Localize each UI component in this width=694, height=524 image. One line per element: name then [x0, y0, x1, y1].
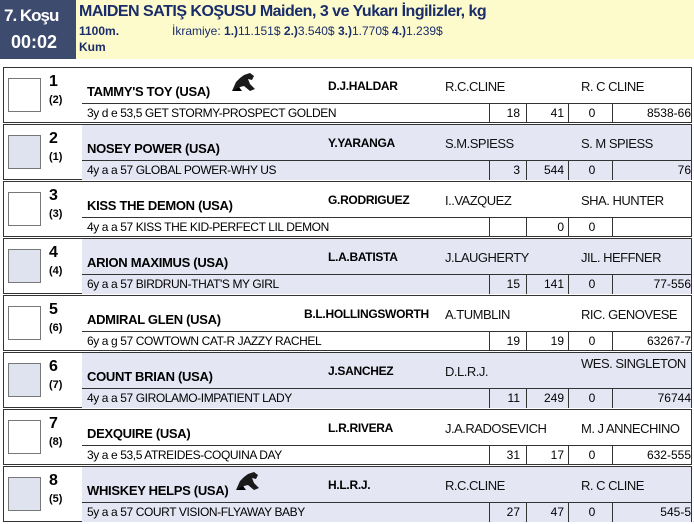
jockey-name: G.RODRIGUEZ: [328, 193, 410, 207]
horse-detail-line: [82, 274, 691, 294]
owner-name: WES. SINGLETON: [581, 357, 686, 371]
jockey-name: L.R.RIVERA: [328, 421, 394, 435]
column-divider: [526, 503, 527, 522]
trainer-name: D.L.R.J.: [445, 364, 488, 379]
owner-name: JIL. HEFFNER: [581, 250, 661, 265]
horse-detail-line: [82, 502, 691, 522]
prize-place-2: 2.): [283, 24, 298, 38]
trainer-name: J.A.RADOSEVICH: [445, 421, 547, 436]
stat-4: 545-5: [660, 505, 691, 519]
stat-3: 0: [588, 106, 596, 120]
horse-row: [3, 124, 692, 180]
select-checkbox[interactable]: [8, 420, 41, 454]
prize-label: İkramiye:: [172, 24, 221, 38]
horse-detail-line: [82, 445, 691, 465]
horse-row: [3, 238, 692, 294]
horse-number-cell: [4, 410, 82, 464]
prize-amount-4: 1.239$: [406, 24, 443, 38]
select-checkbox[interactable]: [8, 78, 41, 112]
horse-main-line: [82, 239, 691, 274]
horse-number-cell: [4, 68, 82, 122]
horse-pedigree: 3y a e 53,5 ATREIDES-COQUINA DAY: [87, 448, 282, 462]
select-checkbox[interactable]: [8, 135, 41, 169]
horse-number: 8: [49, 472, 58, 489]
horse-row: [3, 466, 692, 522]
horse-name[interactable]: ADMIRAL GLEN (USA): [87, 312, 221, 327]
horse-number-cell: [4, 296, 82, 350]
horse-pedigree: 6y a a 57 BIRDRUN-THAT'S MY GIRL: [87, 277, 279, 291]
horse-number-cell: [4, 182, 82, 236]
horse-number: 1: [49, 73, 58, 90]
horse-detail-line: [82, 103, 691, 123]
horse-number: 7: [49, 415, 58, 432]
post-position: (4): [49, 265, 63, 277]
horse-main-line: [82, 68, 691, 103]
race-distance: 1100m.: [79, 24, 120, 38]
horse-main-line: [82, 410, 691, 445]
post-position: (1): [49, 151, 63, 163]
stat-4: 63267-7: [646, 334, 691, 348]
jockey-name: Y.YARANGA: [328, 136, 395, 150]
column-divider: [526, 104, 527, 123]
horse-name[interactable]: COUNT BRIAN (USA): [87, 369, 213, 384]
prize-amount-3: 1.770$: [351, 24, 389, 38]
column-divider: [612, 218, 613, 237]
horse-number: 5: [49, 301, 58, 318]
horse-number-cell: [4, 239, 82, 293]
stat-1: 18: [506, 106, 520, 120]
column-divider: [568, 332, 569, 351]
column-divider: [489, 218, 490, 237]
column-divider: [568, 389, 569, 408]
race-number: 7. Koşu: [4, 6, 59, 25]
stat-4: 632-555: [646, 448, 691, 462]
owner-name: S. M SPIESS: [581, 136, 653, 151]
stat-2: 141: [543, 277, 564, 291]
stat-2: 19: [550, 334, 564, 348]
jockey-name: J.SANCHEZ: [328, 364, 394, 378]
stat-1: 31: [506, 448, 520, 462]
horse-main-line: [82, 182, 691, 217]
stat-3: 0: [588, 277, 596, 291]
stat-1: 27: [506, 505, 520, 519]
horse-pedigree: 6y a g 57 COWTOWN CAT-R JAZZY RACHEL: [87, 334, 322, 348]
column-divider: [568, 218, 569, 237]
prize-amount-1: 11.151$: [238, 24, 281, 38]
trainer-name: J.LAUGHERTY: [445, 250, 529, 265]
owner-name: M. J ANNECHINO: [581, 421, 680, 436]
horse-pedigree: 4y a a 57 GLOBAL POWER-WHY US: [87, 163, 277, 177]
select-checkbox[interactable]: [8, 249, 41, 283]
jockey-silks-icon: [230, 72, 256, 92]
stat-2: 0: [557, 220, 564, 234]
owner-name: RIC. GENOVESE: [581, 307, 678, 322]
race-header: [0, 0, 694, 59]
horse-number: 6: [49, 358, 58, 375]
column-divider: [568, 446, 569, 465]
post-position: (7): [49, 379, 63, 391]
horse-pedigree: 4y a a 57 KISS THE KID-PERFECT LIL DEMON: [87, 220, 329, 234]
horse-name[interactable]: NOSEY POWER (USA): [87, 141, 220, 156]
horse-pedigree: 5y a a 57 COURT VISION-FLYAWAY BABY: [87, 505, 305, 519]
horse-name[interactable]: DEXQUIRE (USA): [87, 426, 191, 441]
race-info: [76, 0, 694, 59]
stat-4: 76: [677, 163, 691, 177]
stat-4: 77-556: [653, 277, 691, 291]
stat-3: 0: [588, 163, 596, 177]
horse-pedigree: 3y d e 53,5 GET STORMY-PROSPECT GOLDEN: [87, 106, 337, 120]
horse-detail-line: [82, 217, 691, 237]
owner-name: R. C CLINE: [581, 478, 644, 493]
horse-row: [3, 181, 692, 237]
trainer-name: I..VAZQUEZ: [445, 193, 512, 208]
horse-main-line: [82, 353, 691, 388]
column-divider: [526, 275, 527, 294]
horse-number-cell: [4, 353, 82, 407]
race-number-box: [0, 0, 76, 59]
jockey-name: D.J.HALDAR: [328, 79, 398, 93]
horse-row: [3, 409, 692, 465]
column-divider: [526, 389, 527, 408]
horse-row: [3, 352, 692, 408]
column-divider: [526, 332, 527, 351]
horse-number: 3: [49, 187, 58, 204]
jockey-name: B.L.HOLLINGSWORTH: [304, 307, 429, 321]
column-divider: [526, 218, 527, 237]
stat-4: 8538-66: [646, 106, 691, 120]
horse-row: [3, 67, 692, 123]
stat-1: 3: [513, 163, 520, 177]
horse-main-line: [82, 296, 691, 331]
owner-name: SHA. HUNTER: [581, 193, 664, 208]
stat-3: 0: [588, 220, 596, 234]
horse-main-line: [82, 467, 691, 502]
race-time: 00:02: [11, 32, 58, 52]
stat-2: 544: [543, 163, 564, 177]
trainer-name: R.C.CLINE: [445, 478, 505, 493]
trainer-name: A.TUMBLIN: [445, 307, 510, 322]
select-checkbox[interactable]: [8, 363, 41, 397]
horse-number-cell: [4, 125, 82, 179]
jockey-name: H.L.R.J.: [328, 478, 371, 492]
column-divider: [568, 104, 569, 123]
horse-row: [3, 295, 692, 351]
jockey-name: L.A.BATISTA: [328, 250, 398, 264]
post-position: (8): [49, 436, 63, 448]
horse-number: 4: [49, 244, 58, 261]
trainer-name: S.M.SPIESS: [445, 136, 514, 151]
stat-1: 19: [506, 334, 520, 348]
stat-2: 17: [550, 448, 564, 462]
post-position: (6): [49, 322, 63, 334]
stat-1: 11: [507, 391, 520, 405]
horse-number: 2: [49, 130, 58, 147]
stat-3: 0: [588, 505, 596, 519]
stat-2: 249: [543, 391, 564, 405]
column-divider: [526, 161, 527, 180]
horse-detail-line: [82, 331, 691, 351]
horse-detail-line: [82, 160, 691, 180]
stat-1: 15: [506, 277, 520, 291]
select-checkbox[interactable]: [8, 477, 41, 511]
post-position: (5): [49, 493, 63, 505]
stat-3: 0: [588, 334, 596, 348]
prize-place-1: 1.): [224, 24, 239, 38]
column-divider: [568, 275, 569, 294]
stat-4: 76744: [657, 391, 691, 405]
prize-amount-2: 3.540$: [297, 24, 335, 38]
horse-name[interactable]: WHISKEY HELPS (USA): [87, 483, 229, 498]
horse-main-line: [82, 125, 691, 160]
stat-3: 0: [588, 448, 596, 462]
horse-number-cell: [4, 467, 82, 521]
stat-2: 41: [550, 106, 564, 120]
horse-name[interactable]: KISS THE DEMON (USA): [87, 198, 233, 213]
race-title: MAIDEN SATIŞ KOŞUSU Maiden, 3 ve Yukarı İngilizler, kg: [79, 3, 487, 20]
stat-3: 0: [588, 391, 596, 405]
stat-2: 47: [550, 505, 564, 519]
column-divider: [526, 446, 527, 465]
race-surface: Kum: [79, 40, 106, 54]
select-checkbox[interactable]: [8, 306, 41, 340]
prize-place-4: 4.): [392, 24, 407, 38]
post-position: (2): [49, 94, 63, 106]
horse-pedigree: 4y a a 57 GIROLAMO-IMPATIENT LADY: [87, 391, 292, 405]
column-divider: [568, 503, 569, 522]
trainer-name: R.C.CLINE: [445, 79, 505, 94]
select-checkbox[interactable]: [8, 192, 41, 226]
prize-place-3: 3.): [337, 24, 352, 38]
column-divider: [568, 161, 569, 180]
horse-detail-line: [82, 388, 691, 408]
jockey-silks-icon: [234, 471, 260, 491]
horse-name[interactable]: ARION MAXIMUS (USA): [87, 255, 228, 270]
horse-name[interactable]: TAMMY'S TOY (USA): [87, 84, 210, 99]
post-position: (3): [49, 208, 63, 220]
owner-name: R. C CLINE: [581, 79, 644, 94]
race-prizes: [172, 24, 443, 38]
